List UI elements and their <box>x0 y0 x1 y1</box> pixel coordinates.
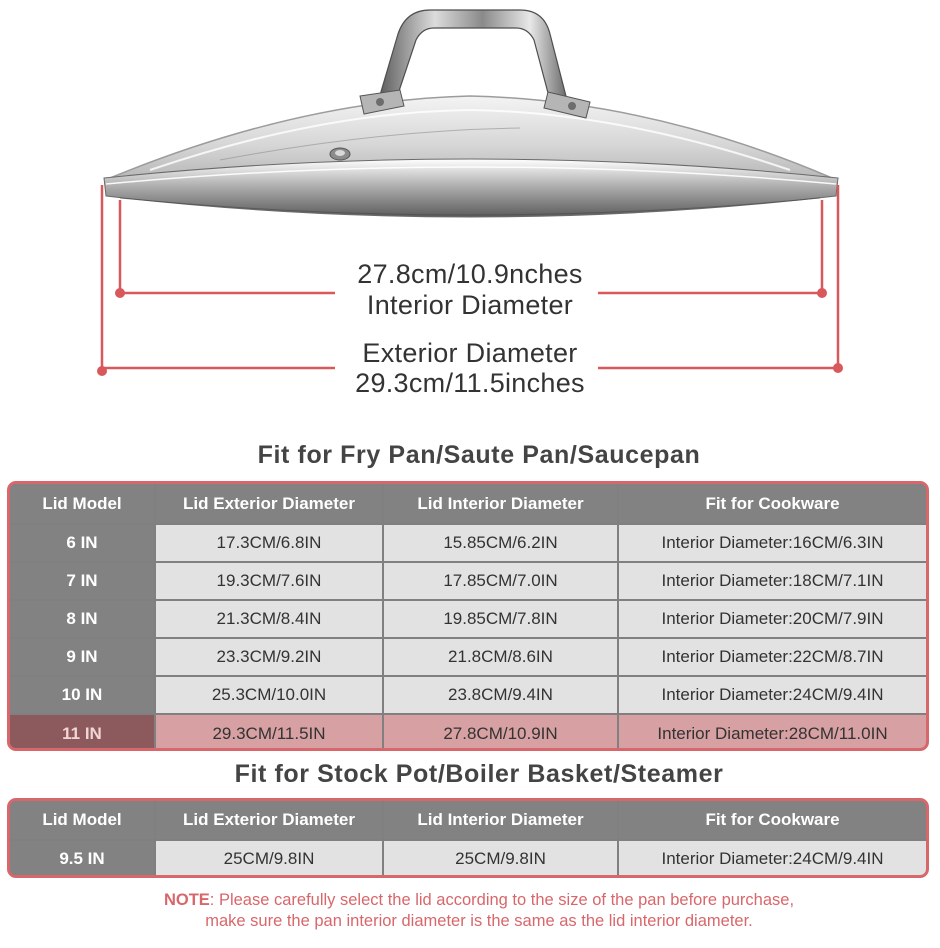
table-row-highlighted <box>10 715 926 751</box>
cookware-cell: Interior Diameter:22CM/8.7IN <box>619 639 926 675</box>
header-exterior-diameter: Lid Exterior Diameter <box>156 801 382 839</box>
cookware-cell: Interior Diameter:18CM/7.1IN <box>619 563 926 599</box>
table-row <box>10 639 926 675</box>
exterior-cell: 23.3CM/9.2IN <box>156 639 382 675</box>
stock-pot-table-title: Fit for Stock Pot/Boiler Basket/Steamer <box>234 760 724 788</box>
exterior-diameter-label: Exterior Diameter <box>362 338 578 368</box>
lid-model-cell: 11 IN <box>10 715 154 751</box>
header-fit-cookware: Fit for Cookware <box>619 484 926 523</box>
interior-diameter-label: Interior Diameter <box>366 290 574 320</box>
table-row <box>10 677 926 713</box>
interior-cell: 19.85CM/7.8IN <box>384 601 617 637</box>
cookware-cell: Interior Diameter:20CM/7.9IN <box>619 601 926 637</box>
interior-cell: 23.8CM/9.4IN <box>384 677 617 713</box>
lid-model-cell: 7 IN <box>10 563 154 599</box>
table-header-row <box>10 801 926 839</box>
cookware-cell: Interior Diameter:28CM/11.0IN <box>619 715 926 751</box>
fry-pan-table-title: Fit for Fry Pan/Saute Pan/Saucepan <box>257 441 701 469</box>
header-interior-diameter: Lid Interior Diameter <box>384 484 617 523</box>
exterior-cell: 25CM/9.8IN <box>156 841 382 877</box>
stock-pot-spec-table <box>7 798 929 878</box>
header-lid-model: Lid Model <box>10 484 154 523</box>
note-line-1 <box>0 890 940 911</box>
purchase-note <box>0 890 940 932</box>
lid-model-cell: 6 IN <box>10 525 154 561</box>
interior-cell: 27.8CM/10.9IN <box>384 715 617 751</box>
table-header-row <box>10 484 926 523</box>
lid-image <box>104 10 838 217</box>
note-label: NOTE <box>163 891 210 909</box>
exterior-cell: 29.3CM/11.5IN <box>156 715 382 751</box>
cookware-cell: Interior Diameter:24CM/9.4IN <box>619 841 926 877</box>
note-text-2: make sure the pan interior diameter is the same as the lid interior diameter. <box>205 912 753 930</box>
table-row <box>10 601 926 637</box>
header-interior-diameter: Lid Interior Diameter <box>384 801 617 839</box>
table-row <box>10 563 926 599</box>
interior-cell: 25CM/9.8IN <box>384 841 617 877</box>
interior-cell: 17.85CM/7.0IN <box>384 563 617 599</box>
exterior-cell: 25.3CM/10.0IN <box>156 677 382 713</box>
table-row <box>10 525 926 561</box>
interior-cell: 15.85CM/6.2IN <box>384 525 617 561</box>
lid-model-cell: 9.5 IN <box>10 841 154 877</box>
fry-pan-spec-table <box>7 481 929 751</box>
header-exterior-diameter: Lid Exterior Diameter <box>156 484 382 523</box>
interior-cell: 21.8CM/8.6IN <box>384 639 617 675</box>
exterior-cell: 21.3CM/8.4IN <box>156 601 382 637</box>
table-row <box>10 841 926 877</box>
cookware-cell: Interior Diameter:24CM/9.4IN <box>619 677 926 713</box>
exterior-cell: 17.3CM/6.8IN <box>156 525 382 561</box>
note-text-1: : Please carefully select the lid according to the size of the pan before purchase, <box>209 891 795 909</box>
lid-model-cell: 10 IN <box>10 677 154 713</box>
cookware-cell: Interior Diameter:16CM/6.3IN <box>619 525 926 561</box>
interior-dimension-text: 27.8cm/10.9nches <box>357 259 583 289</box>
exterior-dimension-text: 29.3cm/11.5inches <box>355 368 585 398</box>
exterior-cell: 19.3CM/7.6IN <box>156 563 382 599</box>
lid-model-cell: 8 IN <box>10 601 154 637</box>
header-lid-model: Lid Model <box>10 801 154 839</box>
header-fit-cookware: Fit for Cookware <box>619 801 926 839</box>
lid-model-cell: 9 IN <box>10 639 154 675</box>
